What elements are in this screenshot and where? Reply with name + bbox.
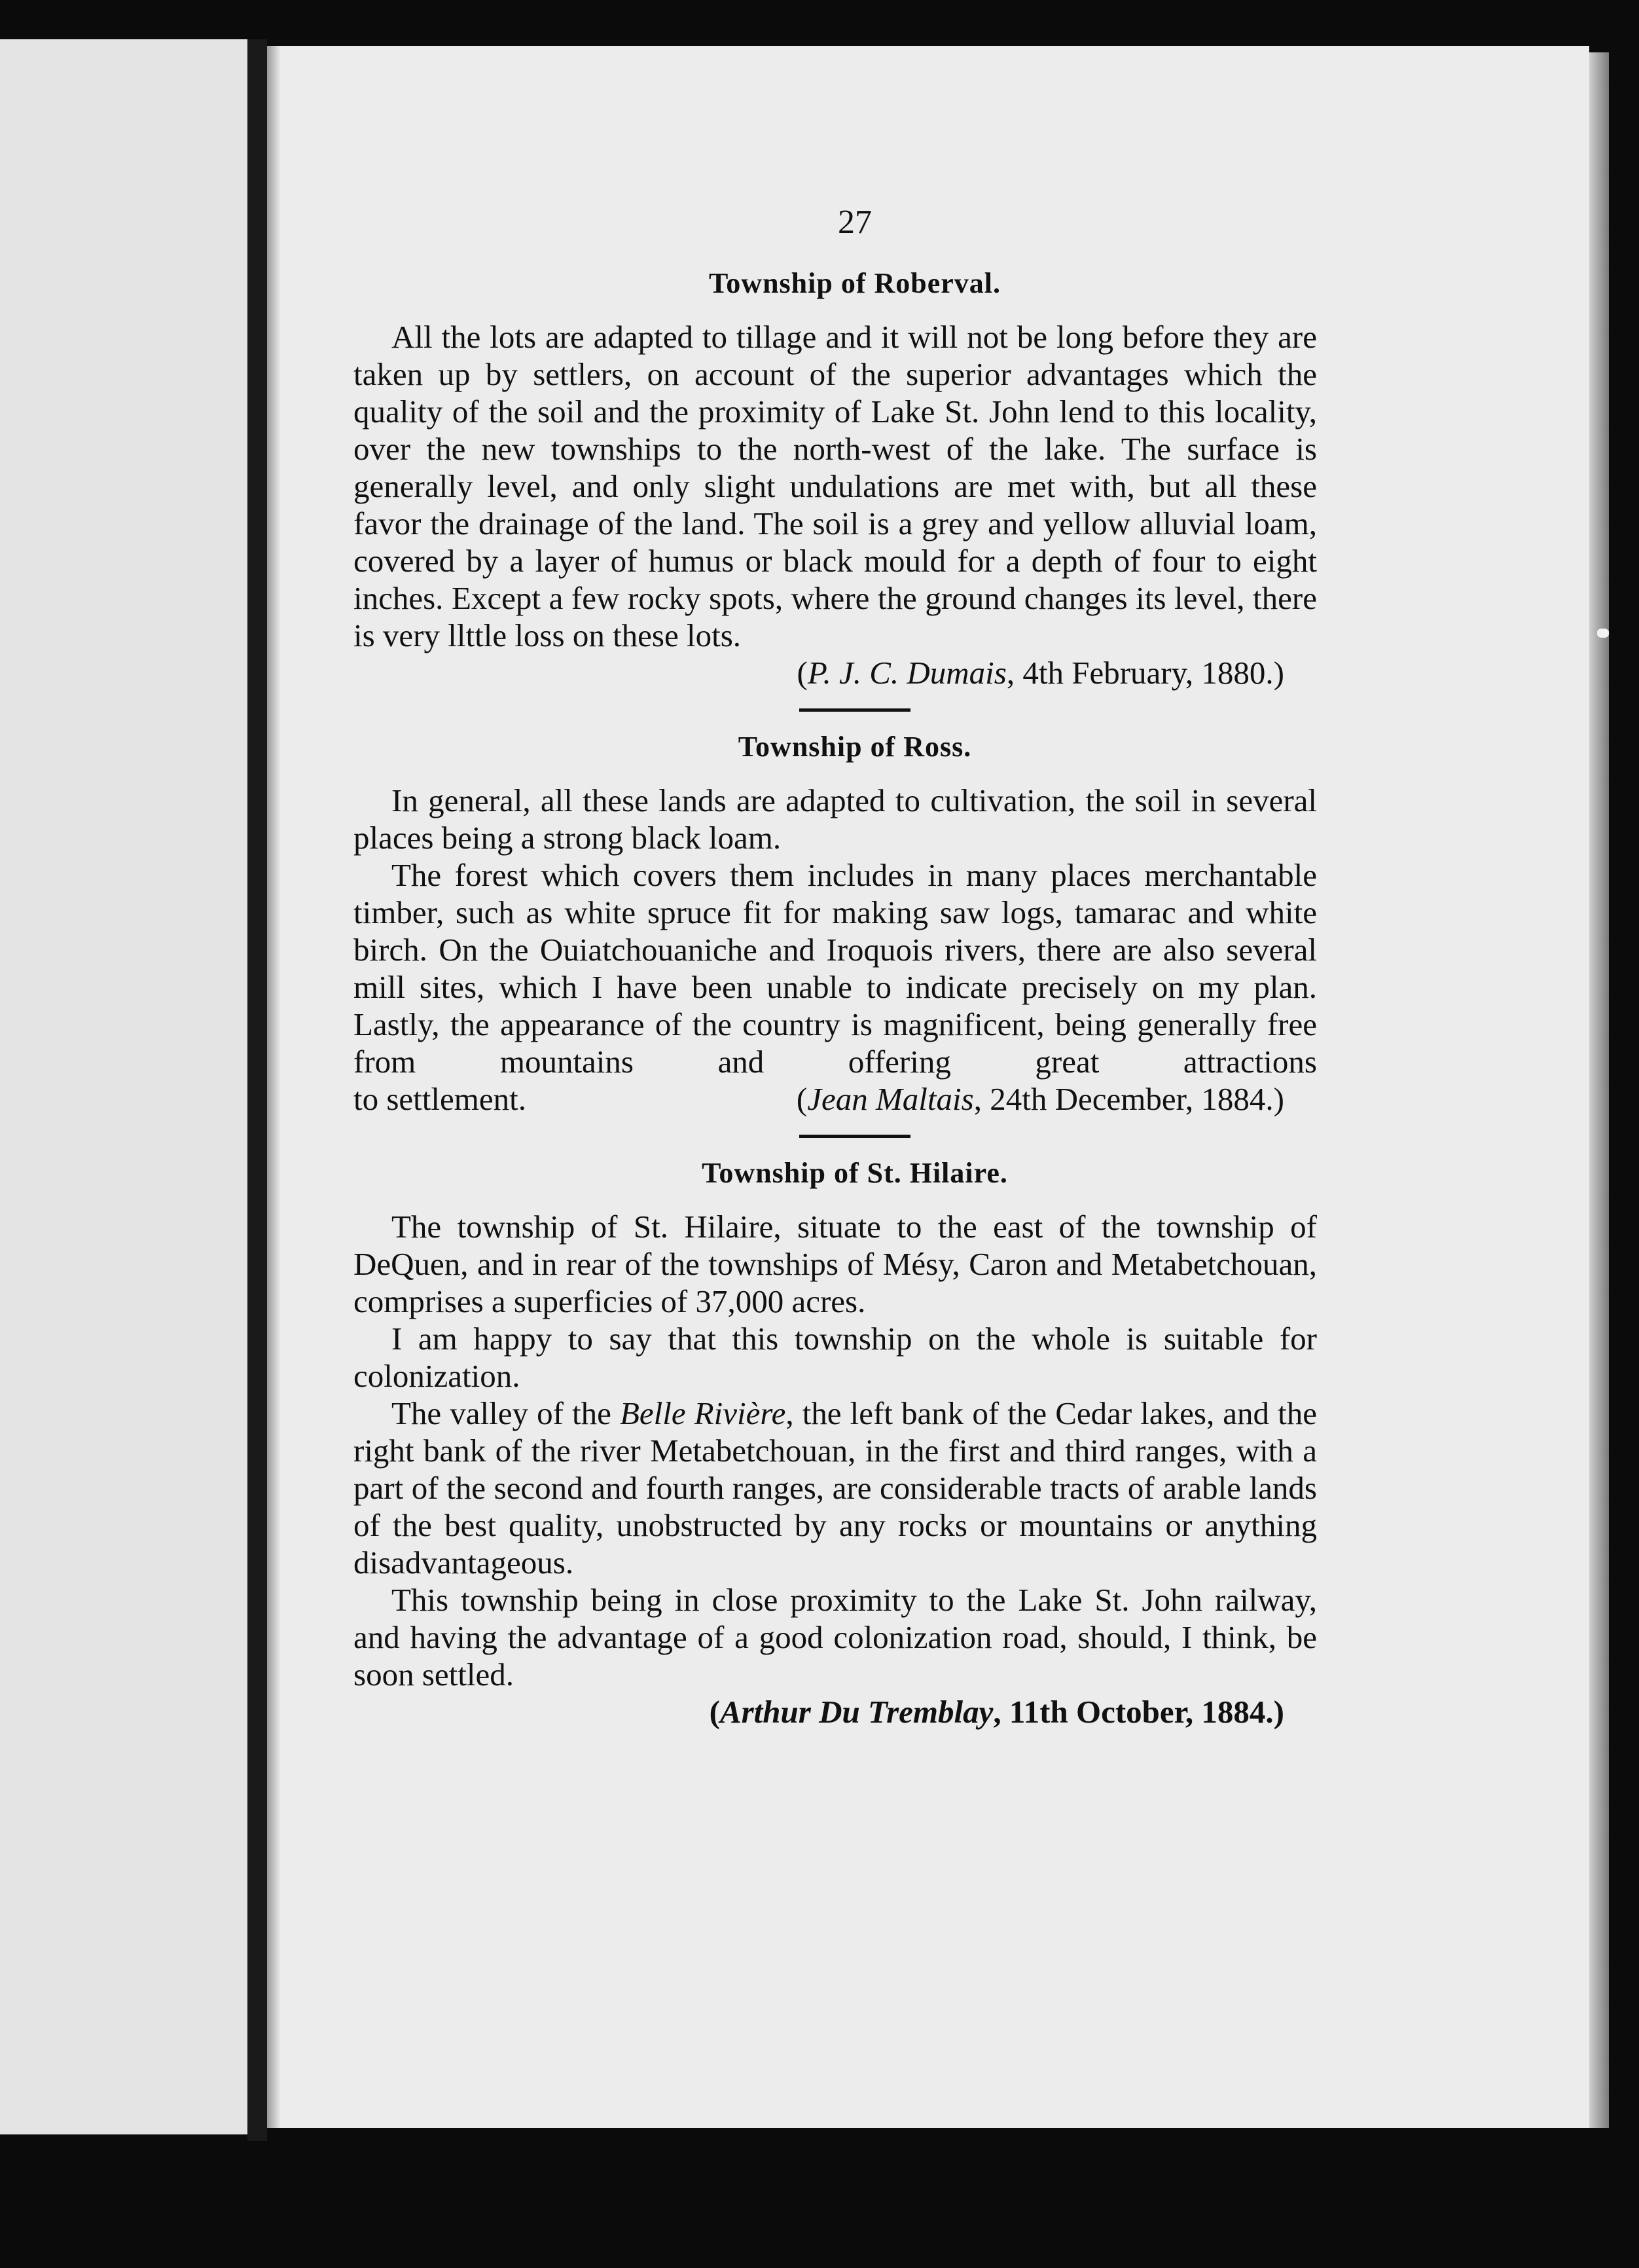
signature-name: Arthur Du Tremblay <box>719 1694 994 1730</box>
scan-speck <box>1597 629 1609 638</box>
signature-date: , 4th February, 1880.) <box>1006 655 1284 691</box>
closing-line <box>353 1080 1317 1118</box>
valley-lead: The valley of the <box>391 1395 620 1431</box>
section-heading: Township of St. Hilaire. <box>702 1157 1008 1189</box>
signature-date: , 11th October, 1884.) <box>993 1694 1284 1730</box>
signature-name: Jean Maltais <box>807 1081 974 1117</box>
valley-name: Belle Rivière <box>619 1395 786 1431</box>
signature-open: ( <box>709 1694 720 1730</box>
spine-shadow <box>267 46 280 2128</box>
paragraph <box>353 1395 1317 1581</box>
page-edge <box>1589 52 1609 2128</box>
section-ross <box>353 730 1317 1118</box>
section-heading: Township of Roberval. <box>708 267 1001 299</box>
signature-date: , 24th December, 1884.) <box>973 1081 1284 1117</box>
valley-comma: , <box>785 1395 802 1431</box>
signature <box>353 654 1317 691</box>
paragraph: The township of St. Hilaire, situate to the east of the township of DeQuen, and in rear of the townships of Mésy, Caron and Metabetchouan, comprises a superficies of 37,000 acres. <box>353 1209 1317 1319</box>
signature <box>797 1080 1317 1118</box>
signature-name: P. J. C. Dumais <box>807 655 1007 691</box>
page-content <box>353 203 1317 1730</box>
left-facing-page <box>0 39 249 2134</box>
paragraph: The forest which covers them includes in many places merchantable timber, such as white spruce fit for making saw logs, tamarac and white birch. On the Ouiatchouaniche and Iroquois rivers, there are also several mill sites, which I have been unable to indicate precisely on my plan. Lastly, the appearance of the country is magnificent, being generally free from mountains and offering great attractions <box>353 857 1317 1080</box>
section-roberval <box>353 266 1317 691</box>
signature-open: ( <box>796 1081 808 1117</box>
paragraph: I am happy to say that this township on the whole is suitable for colonization. <box>353 1321 1317 1394</box>
page-number: 27 <box>838 204 872 241</box>
paragraph: All the lots are adapted to tillage and it will not be long before they are taken up by settlers, on account of the superior advantages which the quality of the soil and the proximity of Lake St. John lend to this locality, over the new townships to the north-west of the lake. The surface is generally level, and only slight undulations are met with, but all these favor the drainage of the land. The soil is a grey and yellow alluvial loam, covered by a layer of humus or black mould for a depth of four to eight inches. Except a few rocky spots, where the ground changes its level, there is very llttle loss on these lots. <box>353 319 1317 653</box>
section-heading: Township of Ross. <box>738 731 972 763</box>
signature-open: ( <box>797 655 808 691</box>
section-divider <box>799 1135 910 1138</box>
valley-text: the left bank of the Cedar lakes, and the right bank of the river Metabetchouan, in the first and third ranges, with a part of the second and fourth ranges, are considerable tracts of arable lands of the best quality, unobstructed by any rocks or mountains or anything disadvantageous. <box>353 1395 1318 1581</box>
paragraph: In general, all these lands are adapted to cultivation, the soil in several places being a strong black loam. <box>353 782 1317 856</box>
closing-text: to settlement. <box>353 1081 526 1117</box>
section-divider <box>799 708 910 712</box>
paragraph: This township being in close proximity to the Lake St. John railway, and having the advantage of a good colonization road, should, I think, be soon settled. <box>353 1582 1317 1692</box>
signature <box>353 1693 1317 1730</box>
section-st-hilaire <box>353 1156 1317 1730</box>
book-gutter <box>247 39 267 2141</box>
